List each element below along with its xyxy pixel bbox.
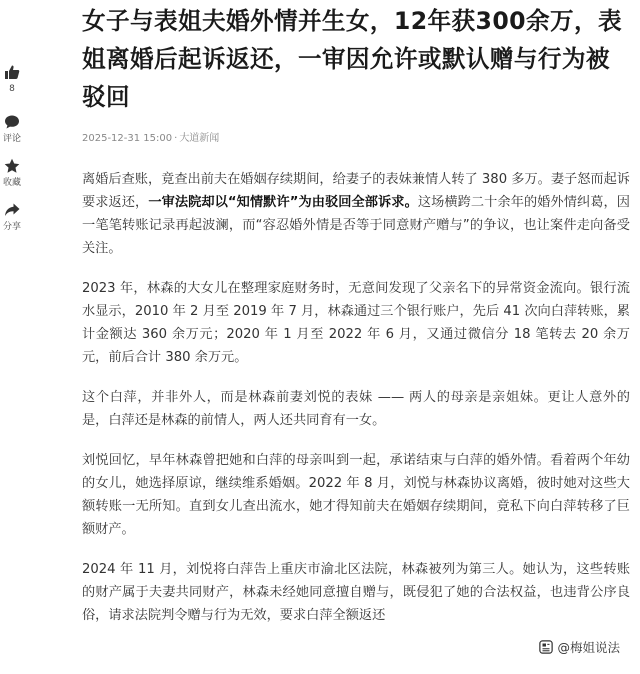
- publish-date: 2025-12-31 15:00: [82, 133, 173, 144]
- paragraph-5: 2024 年 11 月，刘悦将白萍告上重庆市渝北区法院，林森被列为第三人。她认为，这些转账的财产属于夫妻共同财产，林森未经她同意擅自赠与，既侵犯了她的合法权益，也违背公序良俗，请求法院判令赠与行为无效，要求白萍全额返还: [82, 562, 630, 623]
- comment-icon: [4, 114, 20, 130]
- bottom-fade: [0, 656, 640, 674]
- like-count: 8: [9, 84, 15, 94]
- paragraph-1-lead: 离婚后查账，竟查出前夫在婚姻存续期间，给妻子的表妹兼情人转了 380 多万。妻子怒而起诉要求返还，: [82, 172, 630, 210]
- paragraph-1-highlight: 一审法院却以“知情默许”为由驳回全部诉求。: [148, 195, 418, 210]
- article-meta: [82, 132, 630, 146]
- star-icon: [4, 158, 20, 174]
- article-title: 女子与表姐夫婚外情并生女，12年获300余万，表姐离婚后起诉返还，一审因允许或默认赠与行为被驳回: [82, 7, 622, 111]
- share-button[interactable]: [0, 202, 24, 232]
- paragraph-4: 刘悦回忆，早年林森曾把她和白萍的母亲叫到一起，承诺结束与白萍的婚外情。看着两个年幼的女儿，她选择原谅，继续维系婚姻。2022 年 8 月，刘悦与林森协议离婚，彼时她对这些大额转账一无所知。直到女儿查出流水，她才得知前夫在婚姻存续期间，竟私下向白萍转移了巨额财产。: [82, 453, 630, 537]
- paragraph-2: 2023 年，林森的大女儿在整理家庭财务时，无意间发现了父亲名下的异常资金流向。银行流水显示，2010 年 2 月至 2019 年 7 月，林森通过三个银行账户，先后 41 次向白萍转账，累计金额达 360 余万元；2020 年 1 月至 2022 年 6 月，又通过微信分 18 笔转去 20 余万元，前后合计 380 余万元。: [82, 281, 630, 365]
- paragraph-1-tail: 这场横跨二十余年的婚外情纠葛，因一笔笔转账记录再起波澜，而“容忍婚外情是否等于同意财产赠与”的争议，也让案件走向备受关注。: [82, 195, 630, 256]
- thumbs-up-icon: [4, 64, 20, 80]
- article-source[interactable]: 大道新闻: [179, 133, 220, 144]
- meta-separator: ·: [174, 133, 178, 144]
- collect-label: 收藏: [2, 178, 21, 188]
- author-watermark: [537, 638, 622, 656]
- share-label: 分享: [2, 222, 21, 232]
- comment-label: 评论: [2, 134, 21, 144]
- comment-button[interactable]: [0, 114, 24, 144]
- paragraph-3: 这个白萍，并非外人，而是林森前妻刘悦的表妹 —— 两人的母亲是亲姐妹。更让人意外的是，白萍还是林森的前情人，两人还共同育有一女。: [82, 390, 630, 428]
- headline-logo-icon: [539, 640, 553, 654]
- paragraph-1: [82, 168, 630, 260]
- article: [82, 0, 630, 644]
- article-body: [82, 168, 630, 627]
- watermark-text: @梅姐说法: [557, 640, 620, 655]
- share-icon: [4, 202, 20, 218]
- collect-button[interactable]: [0, 158, 24, 188]
- like-button[interactable]: [0, 64, 24, 94]
- action-rail: [0, 64, 24, 246]
